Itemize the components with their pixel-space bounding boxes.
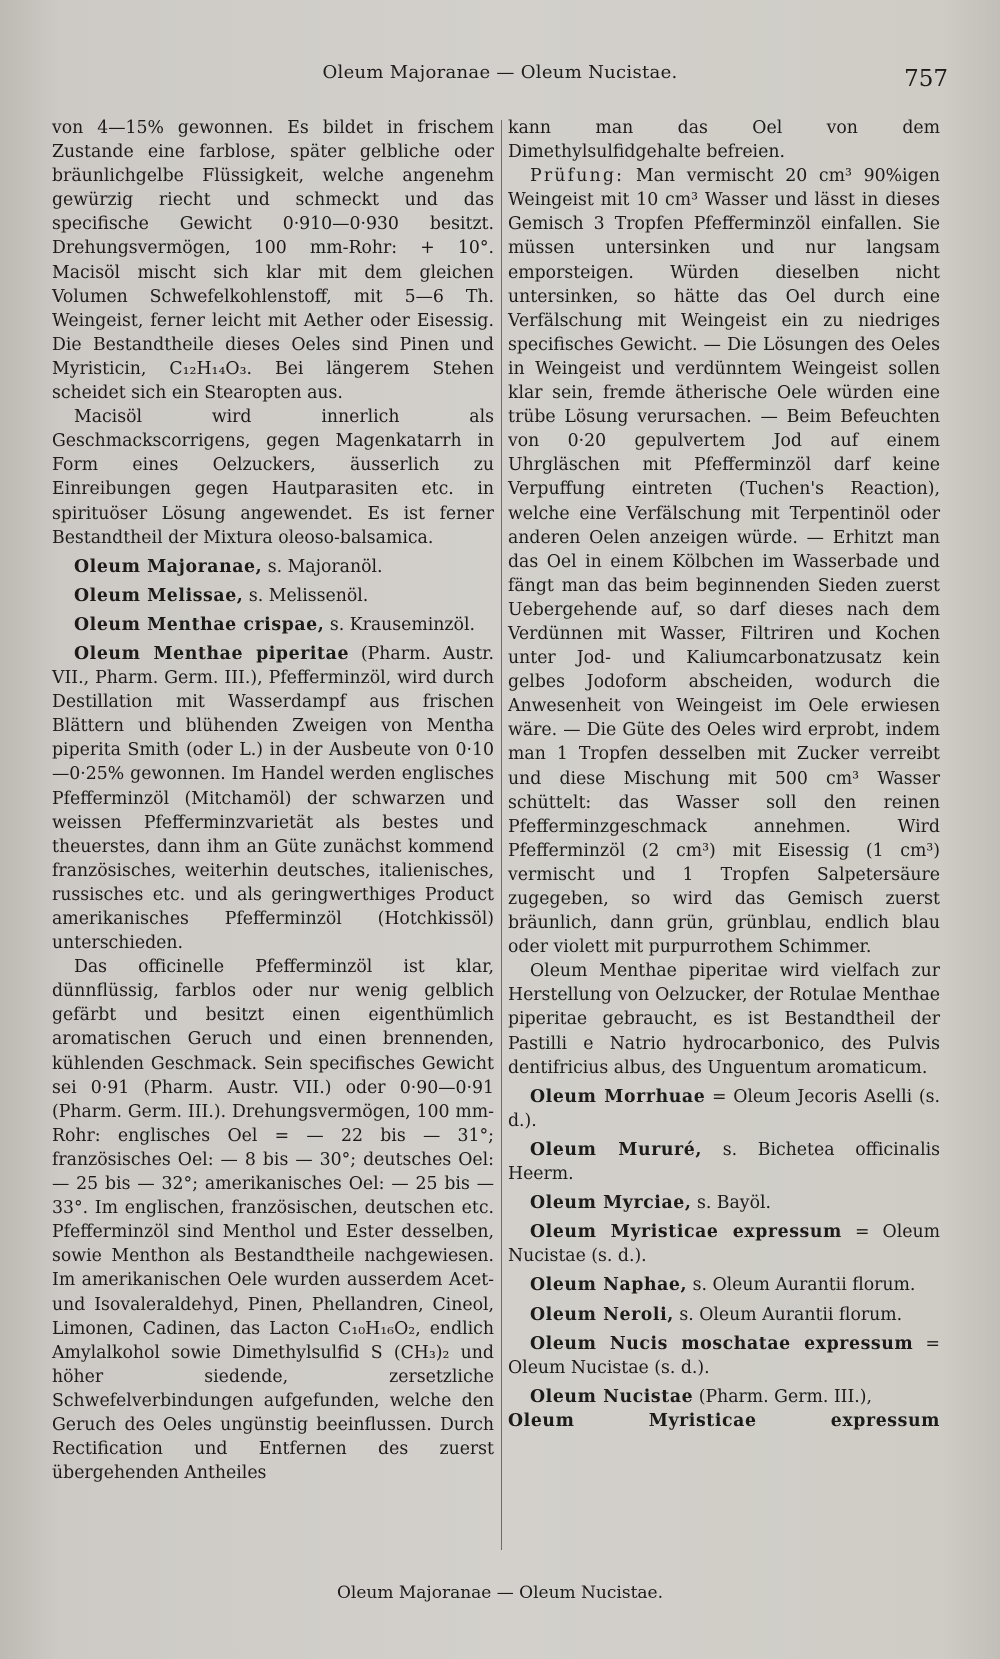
entry-text: = Oleum Jecoris Aselli (s. d.). bbox=[508, 1086, 940, 1131]
dictionary-entry bbox=[52, 584, 494, 608]
paragraph: Oleum Menthae piperitae wird vielfach zur Herstellung von Oelzucker, der Rotulae Menthae piperitae gebraucht, es ist Bestandtheil der Pastilli e Natrio hydrocarbonico, des Pulvis dentifricius albus, des Unguentum aromaticum. bbox=[508, 961, 940, 1078]
entry-headword: Oleum Neroli, bbox=[530, 1304, 674, 1325]
entry-text: s. Oleum Aurantii florum. bbox=[673, 1304, 903, 1325]
dictionary-entry bbox=[508, 1191, 940, 1215]
entry-headword: Oleum Myristicae expressum bbox=[530, 1222, 842, 1243]
dictionary-entry bbox=[508, 1385, 940, 1409]
entry-headword: Oleum Nucis moschatae expressum bbox=[530, 1333, 914, 1354]
dictionary-entry bbox=[52, 642, 494, 955]
entry-text: s. Melissenöl. bbox=[243, 585, 369, 606]
dictionary-entry-continuation bbox=[508, 1409, 940, 1433]
entry-text: (Pharm. Austr. VII., Pharm. Germ. III.), Pfefferminzöl, wird durch Destillation mit Wasserdampf aus frischen Blättern und blühenden Zweigen von Mentha piperita Smith (oder L.) in der Ausbeute von 0·10—0·25% gewonnen. Im Handel werden englisches Pfefferminzöl (Mitchamöl) der schwarzen und weissen Pfefferminzvarietät als bestes und theuerstes, dann ihm an Güte zunächst kommend französisches, weiterhin deutsches, italienisches, russisches etc. und als geringwerthiges Product amerikanisches Pfefferminzöl (Hotchkissöl) unterschieden. bbox=[52, 643, 494, 954]
entry-headword: Oleum Myristicae expressum bbox=[508, 1410, 940, 1431]
entry-headword: Oleum Naphae, bbox=[530, 1275, 688, 1296]
entry-text: = Oleum Nucistae (s. d.). bbox=[508, 1222, 940, 1267]
dictionary-entry bbox=[508, 1332, 940, 1380]
running-foot: Oleum Majoranae — Oleum Nucistae. bbox=[336, 1583, 663, 1603]
dictionary-entry bbox=[508, 1220, 940, 1268]
paragraph bbox=[508, 164, 940, 959]
dictionary-entry bbox=[508, 1085, 940, 1133]
entry-headword: Oleum Menthae crispae, bbox=[74, 614, 325, 635]
entry-headword: Oleum Melissae, bbox=[74, 585, 244, 606]
entry-text: s. Krauseminzöl. bbox=[324, 614, 475, 635]
dictionary-entry bbox=[508, 1138, 940, 1186]
running-head: Oleum Majoranae — Oleum Nucistae. bbox=[322, 62, 678, 83]
dictionary-entry bbox=[52, 555, 494, 579]
entry-text: s. Oleum Aurantii florum. bbox=[687, 1275, 916, 1296]
paragraph: kann man das Oel von dem Dimethylsulfidgehalte befreien. bbox=[508, 118, 940, 163]
entry-text: s. Majoranöl. bbox=[262, 556, 383, 577]
paragraph: von 4—15% gewonnen. Es bildet in frischem Zustande eine farblose, später gelbliche oder bräunlichgelbe Flüssigkeit, welche angenehm gewürzig riecht und schmeckt und das specifische Gewicht 0·910—0·930 besitzt. Drehungsvermögen, 100 mm-Rohr: + 10°. Macisöl mischt sich klar mit dem gleichen Volumen Schwefelkohlenstoff, mit 5—6 Th. Weingeist, ferner leicht mit Aether oder Eisessig. Die Bestandtheile dieses Oeles sind Pinen und Myristicin, C₁₂H₁₄O₃. Bei längerem Stehen scheidet sich ein Stearopten aus. bbox=[52, 118, 494, 404]
dictionary-entry bbox=[52, 613, 494, 637]
entry-text: (Pharm. Germ. III.), bbox=[693, 1386, 873, 1407]
entry-text: s. Bayöl. bbox=[691, 1193, 771, 1214]
page-number: 757 bbox=[904, 66, 948, 92]
entry-headword: Oleum Morrhuae bbox=[530, 1086, 706, 1107]
column-rule bbox=[501, 120, 502, 1550]
entry-headword: Oleum Menthae piperitae bbox=[74, 643, 350, 664]
paragraph: Macisöl wird innerlich als Geschmackscorrigens, gegen Magenkatarrh in Form eines Oelzuckers, äusserlich zu Einreibungen gegen Hautparasiten etc. in spirituöser Lösung angewendet. Es ist ferner Bestandtheil der Mixtura oleoso-balsamica. bbox=[52, 407, 494, 548]
right-column bbox=[508, 116, 940, 1433]
paragraph-text: Man vermischt 20 cm³ 90%igen Weingeist mit 10 cm³ Wasser und lässt in dieses Gemisch 3 Tropfen Pfefferminzöl einfallen. Sie müssen untersinken und nur langsam emporsteigen. Würden dieselben nicht untersinken, so hätte das Oel durch eine Verfälschung mit Weingeist ein zu niedriges specifisches Gewicht. — Die Lösungen des Oeles in Weingeist und verdünntem Weingeist sollen klar sein, fremde ätherische Oele würden eine trübe Lösung verursachen. — Beim Befeuchten von 0·20 gepulvertem Jod auf einem Uhrgläschen mit Pfefferminzöl darf keine Verpuffung eintreten (Tuchen's Reaction), welche eine Verfälschung mit Terpentinöl oder anderen Oelen anzeigen würde. — Erhitzt man das Oel in einem Kölbchen im Wasserbade und fängt man das beim beginnenden Sieden zuerst Uebergehende auf, so darf dieses nach dem Verdünnen mit Wasser, Filtriren und Kochen unter Jod- und Kaliumcarbonatzusatz kein gelbes Jodoform abscheiden, wodurch die Anwesenheit von Weingeist im Oele erwiesen wäre. — Die Güte des Oeles wird erprobt, indem man 1 Tropfen desselben mit Zucker verreibt und diese Mischung mit 500 cm³ Wasser schüttelt: das Wasser soll den reinen Pfefferminzgeschmack annehmen. Wird Pfefferminzöl (2 cm³) mit Eisessig (1 cm³) vermischt und 1 Tropfen Salpetersäure zugegeben, so wird das Gemisch zuerst bräunlich, dann grün, grünblau, endlich blau oder violett mit purpurrothem Schimmer. bbox=[508, 166, 940, 958]
entry-headword: Oleum Mururé, bbox=[530, 1139, 702, 1160]
entry-headword: Oleum Myrciae, bbox=[530, 1193, 692, 1214]
entry-text: s. Bichetea officinalis Heerm. bbox=[508, 1139, 940, 1185]
entry-text: = Oleum Nucistae (s. d.). bbox=[508, 1333, 940, 1378]
section-label: Prüfung: bbox=[530, 166, 625, 187]
dictionary-entry bbox=[508, 1273, 940, 1297]
entry-headword: Oleum Nucistae bbox=[530, 1386, 694, 1407]
paragraph: Das officinelle Pfefferminzöl ist klar, dünnflüssig, farblos oder nur wenig gelblich gefärbt und besitzt einen eigenthümlich aromatischen Geruch und einen brennenden, kühlenden Geschmack. Sein specifisches Gewicht sei 0·91 (Pharm. Austr. VII.) oder 0·90—0·91 (Pharm. Germ. III.). Drehungsvermögen, 100 mm-Rohr: englisches Oel = — 22 bis — 31°; französisches Oel: — 8 bis — 30°; deutsches Oel: — 25 bis — 32°; amerikanisches Oel: — 25 bis — 33°. Im englischen, französischen, deutschen etc. Pfefferminzöl sind Menthol und Ester desselben, sowie Menthon als Bestandtheile nachgewiesen. Im amerikanischen Oele wurden ausserdem Acet- und Isovaleraldehyd, Pinen, Phellandren, Cineol, Limonen, Cadinen, das Lacton C₁₀H₁₆O₂, endlich Amylalkohol sowie Dimethylsulfid S (CH₃)₂ und höher siedende, zersetzliche Schwefelverbindungen aufgefunden, welche den Geruch des Oeles ungünstig beeinflussen. Durch Rectification und Entfernen des zuerst übergehenden Antheiles bbox=[52, 957, 494, 1484]
left-column bbox=[52, 116, 494, 1485]
entry-headword: Oleum Majoranae, bbox=[74, 556, 263, 577]
dictionary-entry bbox=[508, 1303, 940, 1327]
